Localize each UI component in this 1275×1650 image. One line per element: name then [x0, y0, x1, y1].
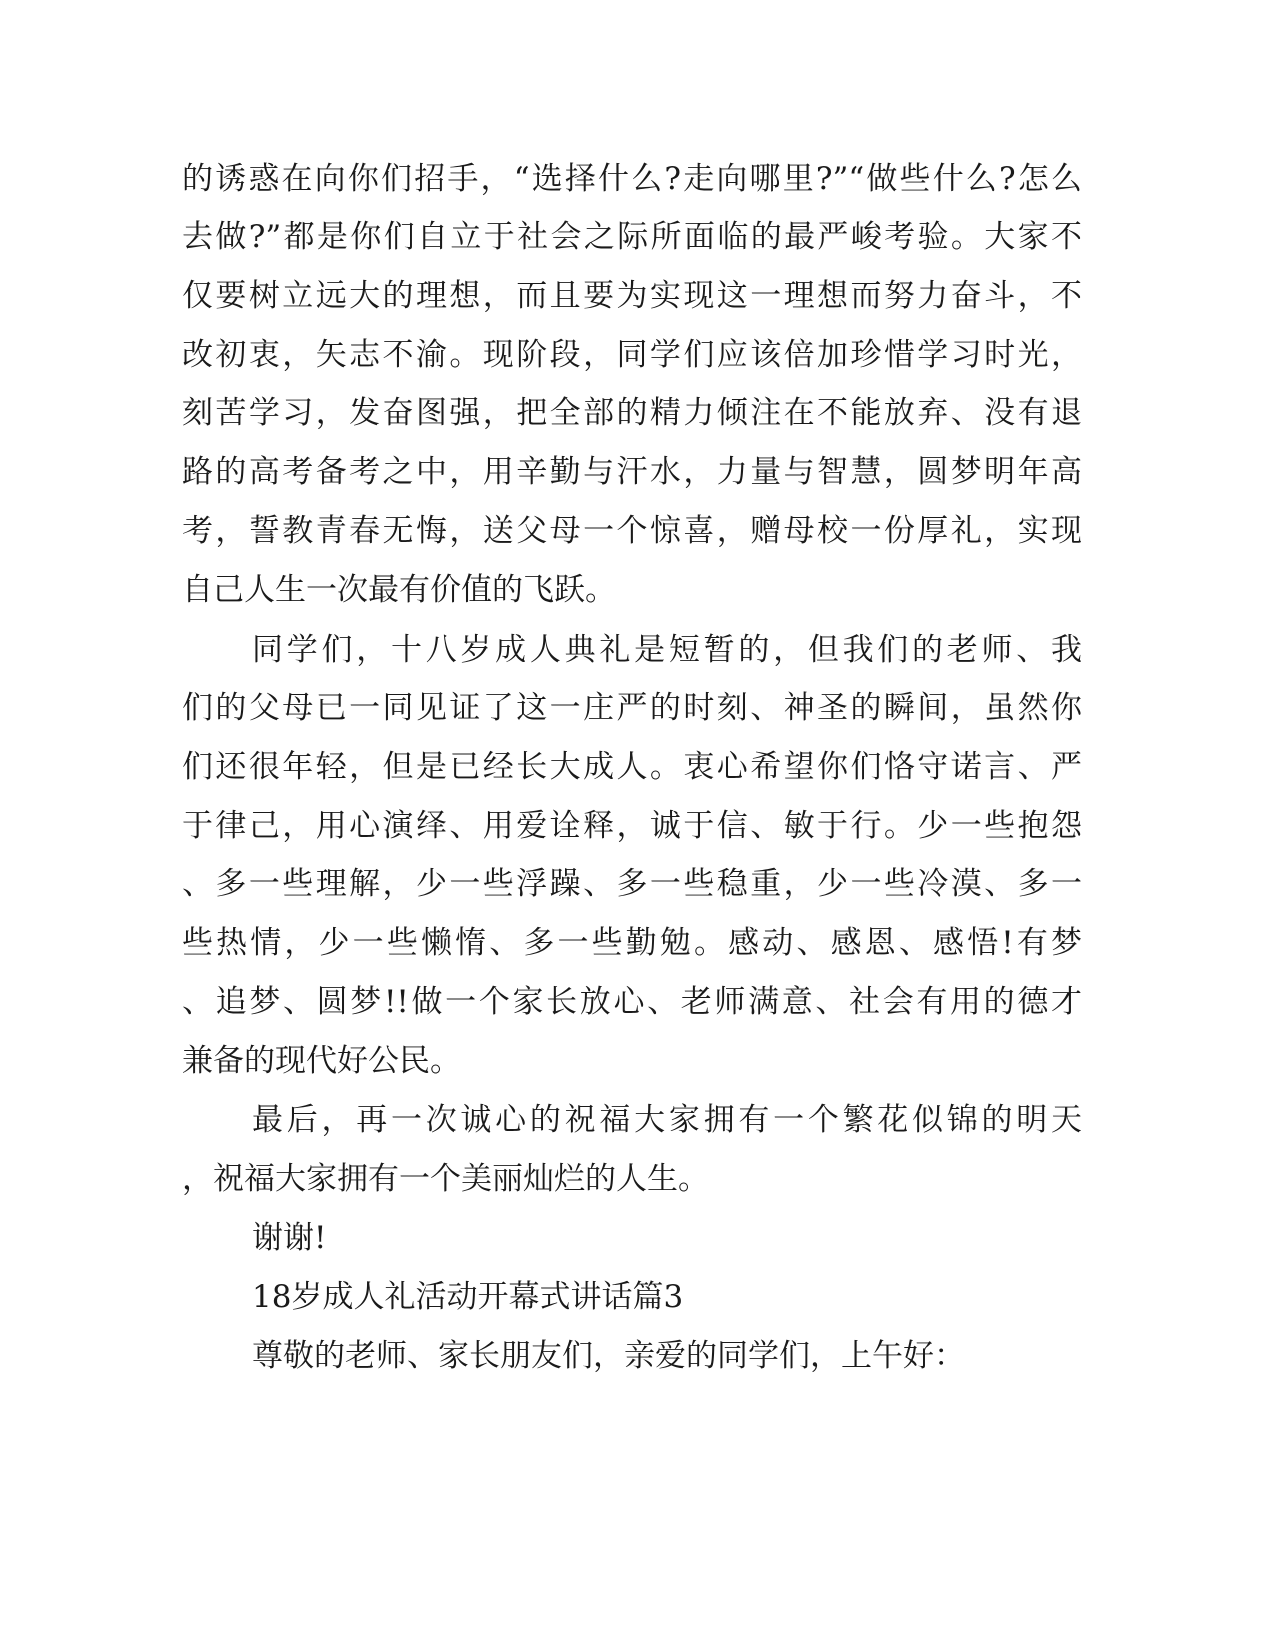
text-line: 仅要树立远大的理想，而且要为实现这一理想而努力奋斗，不: [182, 278, 1082, 314]
text-line: 路的高考备考之中，用辛勤与汗水，力量与智慧，圆梦明年高: [182, 454, 1082, 490]
section-heading: 18岁成人礼活动开幕式讲话篇3: [252, 1279, 684, 1315]
text-line: 于律己，用心演绎、用爱诠释，诚于信、敏于行。少一些抱怨: [182, 808, 1082, 844]
text-line: 改初衷，矢志不渝。现阶段，同学们应该倍加珍惜学习时光，: [182, 337, 1082, 373]
thanks-line: 谢谢!: [252, 1220, 327, 1256]
text-line: 们的父母已一同见证了这一庄严的时刻、神圣的瞬间，虽然你: [182, 690, 1082, 726]
text-line: 、追梦、圆梦!!做一个家长放心、老师满意、社会有用的德才: [182, 984, 1082, 1020]
text-line: 、多一些理解，少一些浮躁、多一些稳重，少一些冷漠、多一: [182, 866, 1082, 902]
text-line: 同学们，十八岁成人典礼是短暂的，但我们的老师、我: [252, 632, 1082, 668]
salutation-line: 尊敬的老师、家长朋友们，亲爱的同学们，上午好：: [252, 1338, 965, 1374]
text-line: 些热情，少一些懒惰、多一些勤勉。感动、感恩、感悟!有梦: [182, 925, 1082, 961]
text-line: 们还很年轻，但是已经长大成人。衷心希望你们恪守诺言、严: [182, 749, 1082, 785]
text-line: ，祝福大家拥有一个美丽灿烂的人生。: [182, 1161, 709, 1197]
text-line: 的诱惑在向你们招手，“选择什么?走向哪里?”“做些什么?怎么: [182, 161, 1082, 197]
text-line: 刻苦学习，发奋图强，把全部的精力倾注在不能放弃、没有退: [182, 395, 1082, 431]
text-line: 自己人生一次最有价值的飞跃。: [182, 572, 616, 608]
text-line: 兼备的现代好公民。: [182, 1043, 461, 1079]
text-line: 去做?”都是你们自立于社会之际所面临的最严峻考验。大家不: [182, 219, 1082, 255]
text-line: 最后，再一次诚心的祝福大家拥有一个繁花似锦的明天: [252, 1102, 1082, 1138]
text-line: 考，誓教青春无悔，送父母一个惊喜，赠母校一份厚礼，实现: [182, 513, 1082, 549]
